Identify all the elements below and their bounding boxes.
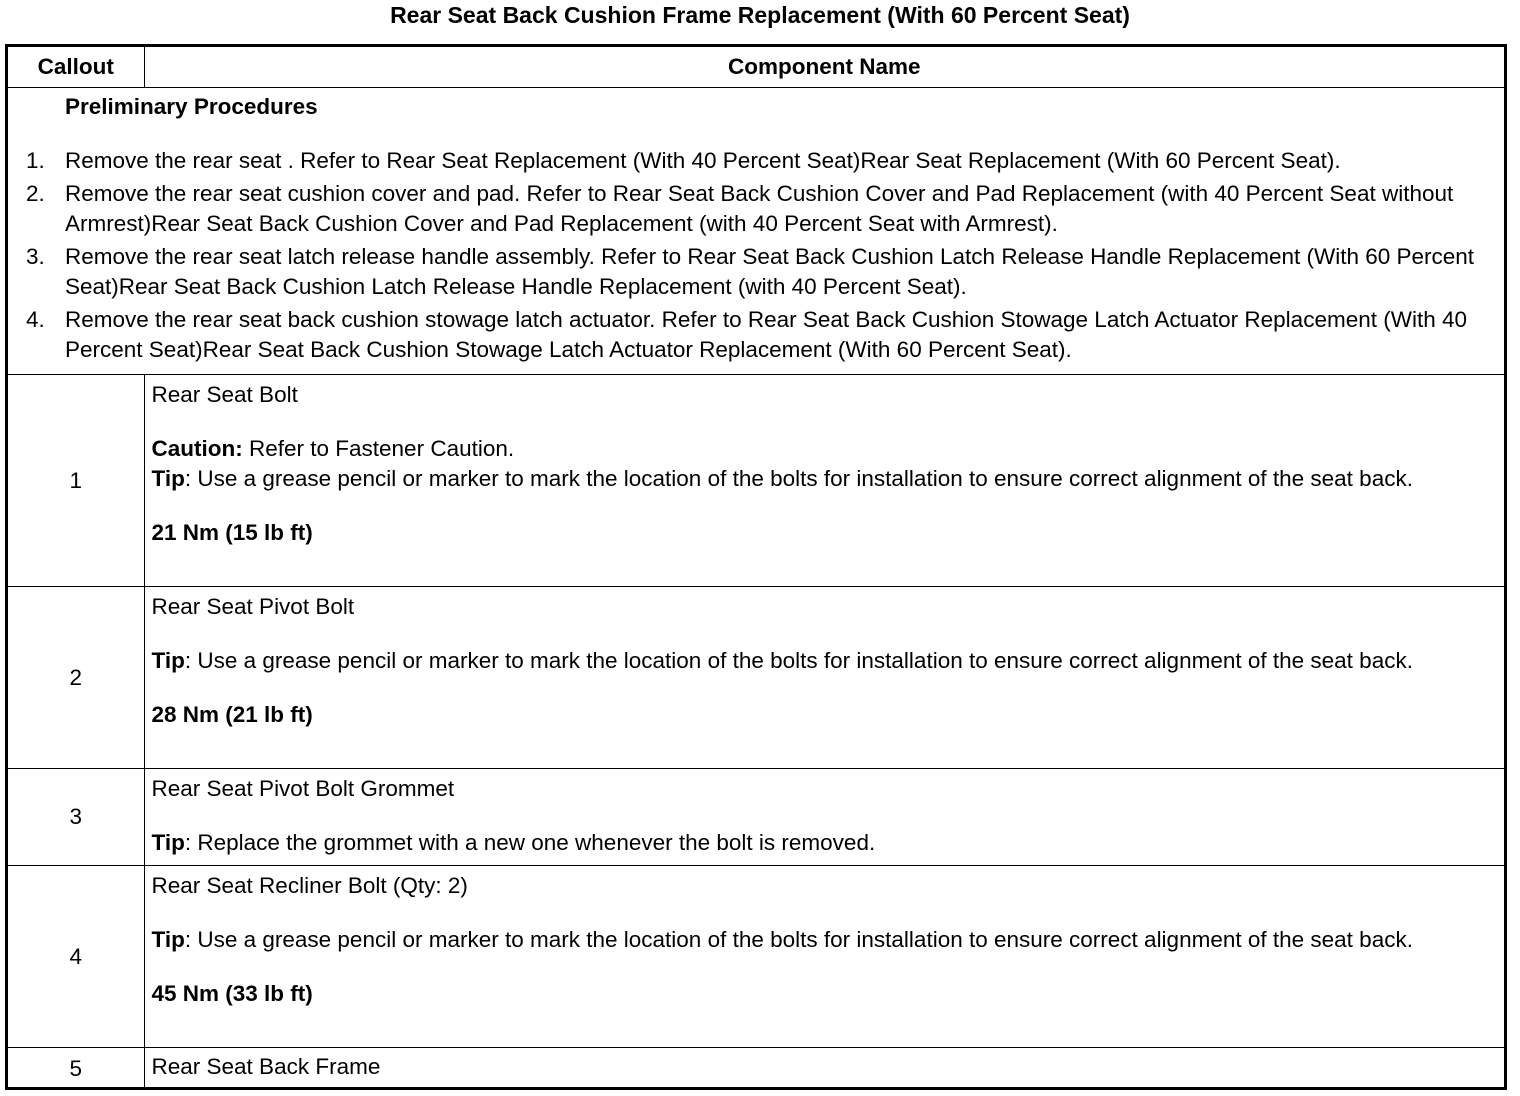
step-item xyxy=(26,305,1486,365)
callout-header: Callout xyxy=(8,47,144,88)
tip-note xyxy=(152,925,1491,955)
caution-text: Refer to Fastener Caution. xyxy=(242,436,515,461)
caution-note xyxy=(152,434,1491,464)
tip-note xyxy=(152,646,1491,676)
preliminary-cell xyxy=(8,88,1504,375)
table-row xyxy=(8,587,1504,769)
component-cell xyxy=(144,375,1504,587)
torque-spec: 21 Nm (15 lb ft) xyxy=(151,520,313,545)
step-item xyxy=(26,179,1486,239)
tip-note xyxy=(152,464,1491,494)
step-number: 4. xyxy=(26,307,45,332)
component-name: Rear Seat Bolt xyxy=(151,382,298,407)
component-name: Rear Seat Back Frame xyxy=(151,1054,381,1079)
step-item xyxy=(26,146,1486,176)
tip-note xyxy=(152,828,1491,858)
tip-text: : Use a grease pencil or marker to mark the location of the bolts for installation to ensure correct alignment of the seat back. xyxy=(184,648,1413,673)
step-text: Remove the rear seat latch release handle assembly. Refer to Rear Seat Back Cushion Latch Release Handle Replacement (With 60 Percent Seat)Rear Seat Back Cushion Latch Release Handle Replacement (with 40 Percent Seat). xyxy=(65,244,1475,299)
callout-number: 4 xyxy=(8,866,144,1048)
component-table-frame xyxy=(5,44,1507,1090)
torque-spec: 28 Nm (21 lb ft) xyxy=(151,702,313,727)
step-item xyxy=(26,242,1486,302)
step-number: 3. xyxy=(26,244,45,269)
component-table xyxy=(8,47,1504,1090)
component-cell xyxy=(144,587,1504,769)
step-text: Remove the rear seat back cushion stowage latch actuator. Refer to Rear Seat Back Cushion Stowage Latch Actuator Replacement (With 40 Percent Seat)Rear Seat Back Cushion Stowage Latch Actuator Replacement (With 60 Percent Seat). xyxy=(65,307,1467,362)
component-name: Rear Seat Recliner Bolt (Qty: 2) xyxy=(151,873,468,898)
step-text: Remove the rear seat cushion cover and pad. Refer to Rear Seat Back Cushion Cover and Pad Replacement (with 40 Percent Seat without Armrest)Rear Seat Back Cushion Cover and Pad Replacement (with 40 Percent Seat with Armrest). xyxy=(65,181,1454,236)
callout-number: 3 xyxy=(8,769,144,866)
table-row xyxy=(8,769,1504,866)
table-row xyxy=(8,375,1504,587)
tip-text: : Replace the grommet with a new one whenever the bolt is removed. xyxy=(184,830,876,855)
component-cell xyxy=(144,1048,1504,1090)
table-row xyxy=(8,866,1504,1048)
component-name: Rear Seat Pivot Bolt xyxy=(151,594,355,619)
tip-label: Tip xyxy=(151,466,185,491)
preliminary-heading: Preliminary Procedures xyxy=(65,94,318,119)
tip-text: : Use a grease pencil or marker to mark the location of the bolts for installation to ensure correct alignment of the seat back. xyxy=(184,466,1413,491)
component-name-header: Component Name xyxy=(144,47,1504,88)
callout-number: 5 xyxy=(8,1048,144,1090)
component-cell xyxy=(144,866,1504,1048)
tip-label: Tip xyxy=(151,927,185,952)
table-row xyxy=(8,1048,1504,1090)
caution-label: Caution: xyxy=(151,436,243,461)
preliminary-row xyxy=(8,88,1504,375)
torque-spec: 45 Nm (33 lb ft) xyxy=(151,981,313,1006)
tip-label: Tip xyxy=(151,830,185,855)
step-number: 1. xyxy=(26,148,45,173)
tip-text: : Use a grease pencil or marker to mark the location of the bolts for installation to ensure correct alignment of the seat back. xyxy=(184,927,1413,952)
callout-number: 1 xyxy=(8,375,144,587)
tip-label: Tip xyxy=(151,648,185,673)
callout-number: 2 xyxy=(8,587,144,769)
component-cell xyxy=(144,769,1504,866)
step-text: Remove the rear seat . Refer to Rear Seat Replacement (With 40 Percent Seat)Rear Seat Replacement (With 60 Percent Seat). xyxy=(65,148,1341,173)
component-name: Rear Seat Pivot Bolt Grommet xyxy=(151,776,455,801)
table-header-row xyxy=(8,47,1504,88)
preliminary-steps xyxy=(26,146,1486,365)
document-title: Rear Seat Back Cushion Frame Replacement (With 60 Percent Seat) xyxy=(390,2,1130,28)
step-number: 2. xyxy=(26,181,45,206)
